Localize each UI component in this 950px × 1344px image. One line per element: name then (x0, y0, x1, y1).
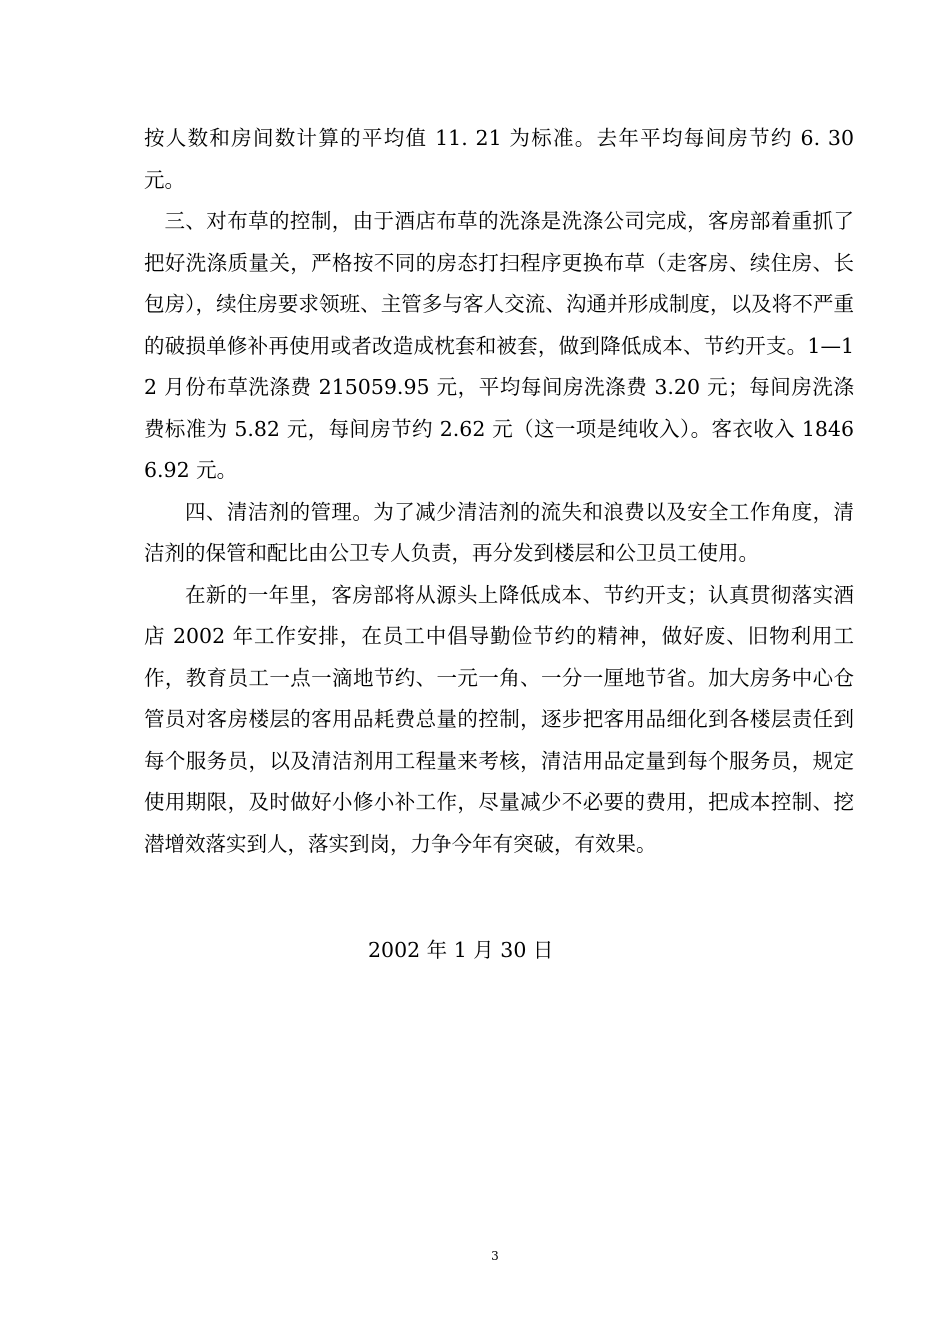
paragraph-cleaning-agent: 四、清洁剂的管理。为了减少清洁剂的流失和浪费以及安全工作角度，清洁剂的保管和配比由公卫专人负责，再分发到楼层和公卫员工使用。 (144, 499, 854, 565)
page-number: 3 (491, 1249, 499, 1263)
document-body (144, 118, 854, 865)
document-date: 2002 年 1 月 30 日 (368, 938, 554, 962)
paragraph-linen-control: 三、对布草的控制，由于酒店布草的洗涤是洗涤公司完成，客房部着重抓了把好洗涤质量关，严格按不同的房态打扫程序更换布草（走客房、续住房、长包房），续住房要求领班、主管多与客人交流、沟通并形成制度，以及将不严重的破损单修补再使用或者改造成枕套和被套，做到降低成本、节约开支。1—12 月份布草洗涤费 215059.95 元，平均每间房洗涤费 3.20 元；每间房洗涤费标准为 5.82 元，每间房节约 2.62 元（这一项是纯收入）。客衣收入 18466.92 元。 (144, 209, 854, 482)
paragraph-average-standard: 按人数和房间数计算的平均值 11. 21 为标准。去年平均每间房节约 6. 30 元。 (144, 126, 854, 192)
paragraph-new-year-plan: 在新的一年里，客房部将从源头上降低成本、节约开支；认真贯彻落实酒店 2002 年工作安排，在员工中倡导勤俭节约的精神，做好废、旧物利用工作，教育员工一点一滴地节约、一元一角、一分一厘地节省。加大房务中心仓管员对客房楼层的客用品耗费总量的控制，逐步把客用品细化到各楼层责任到每个服务员，以及清洁剂用工程量来考核，清洁用品定量到每个服务员，规定使用期限，及时做好小修小补工作，尽量减少不必要的费用，把成本控制、挖潜增效落实到人，落实到岗，力争今年有突破，有效果。 (144, 582, 854, 856)
